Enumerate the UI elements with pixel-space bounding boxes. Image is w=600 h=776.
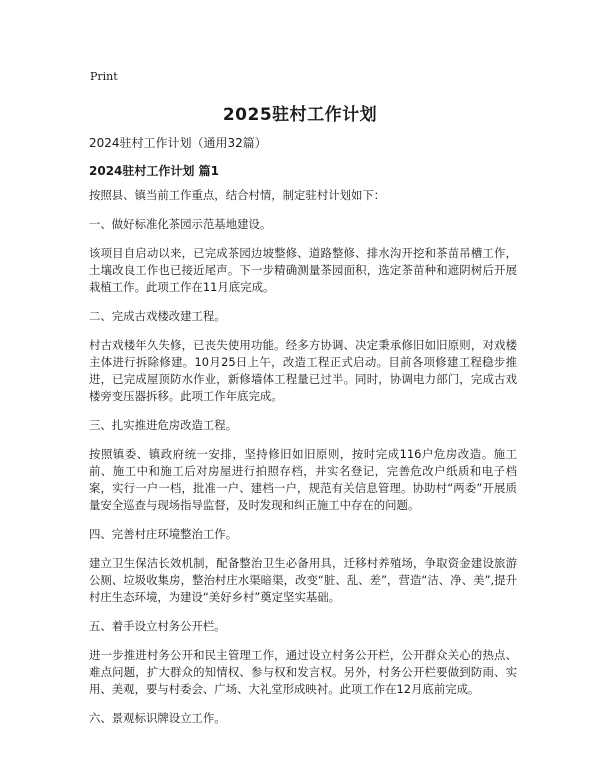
intro-paragraph: 按照县、镇当前工作重点，结合村情，制定驻村计划如下： — [89, 188, 386, 202]
item-heading-4: 四、完善村庄环境整治工作。 — [89, 527, 238, 541]
document-subtitle: 2024驻村工作计划（通用32篇） — [89, 136, 267, 150]
item-heading-2: 二、完成古戏楼改建工程。 — [89, 309, 226, 323]
item-heading-1: 一、做好标准化茶园示范基地建设。 — [89, 217, 272, 231]
item-paragraph-5: 进一步推进村务公开和民主管理工作，通过设立村务公开栏，公开群众关心的热点、难点问题，扩大群众的知情权、参与权和发言权。另外，村务公开栏要做到防雨、实用、美观，要与村委会、广场、大礼堂形成映衬。此项工作在12月底前完成。 — [89, 648, 517, 696]
print-link[interactable]: Print — [90, 70, 118, 83]
item-paragraph-4: 建立卫生保洁长效机制，配备整治卫生必备用具，迁移村养殖场，争取资金建设旅游公厕、垃圾收集房，整治村庄水渠暗渠，改变“脏、乱、差”，营造“洁、净、美”,提升村庄生态环境，为建设“美好乡村”奠定坚实基础。 — [89, 556, 517, 604]
item-heading-3: 三、扎实推进危房改造工程。 — [89, 418, 238, 432]
item-heading-5: 五、着手设立村务公开栏。 — [89, 619, 226, 633]
document-body — [89, 187, 517, 739]
item-paragraph-2: 村古戏楼年久失修，已丧失使用功能。经多方协调、决定秉承修旧如旧原则，对戏楼主体进行拆除修建。10月25日上午，改造工程正式启动。目前各项修建工程稳步推进，已完成屋顶防水作业，新修墙体工程量已过半。同时，协调电力部门，完成古戏楼旁变压器拆移。此项工作年底完成。 — [89, 338, 517, 403]
section-heading: 2024驻村工作计划 篇1 — [89, 164, 219, 178]
item-paragraph-3: 按照镇委、镇政府统一安排，坚持修旧如旧原则，按时完成116户危房改造。施工前、施工中和施工后对房屋进行拍照存档，并实名登记，完善危改户纸质和电子档案，实行一户一档，批准一户、建档一户，规范有关信息管理。协助村“两委”开展质量安全巡查与现场指导监督，及时发现和纠正施工中存在的问题。 — [89, 447, 517, 512]
item-heading-6: 六、景观标识牌设立工作。 — [89, 711, 226, 725]
item-paragraph-1: 该项目自启动以来，已完成茶园边坡整修、道路整修、排水沟开挖和茶苗吊槽工作，土壤改良工作也已接近尾声。下一步精确测量茶园面积，选定茶苗种和遮阴树后开展栽植工作。此项工作在11月底完成。 — [89, 246, 517, 294]
document-title: 2025驻村工作计划 — [222, 105, 378, 125]
